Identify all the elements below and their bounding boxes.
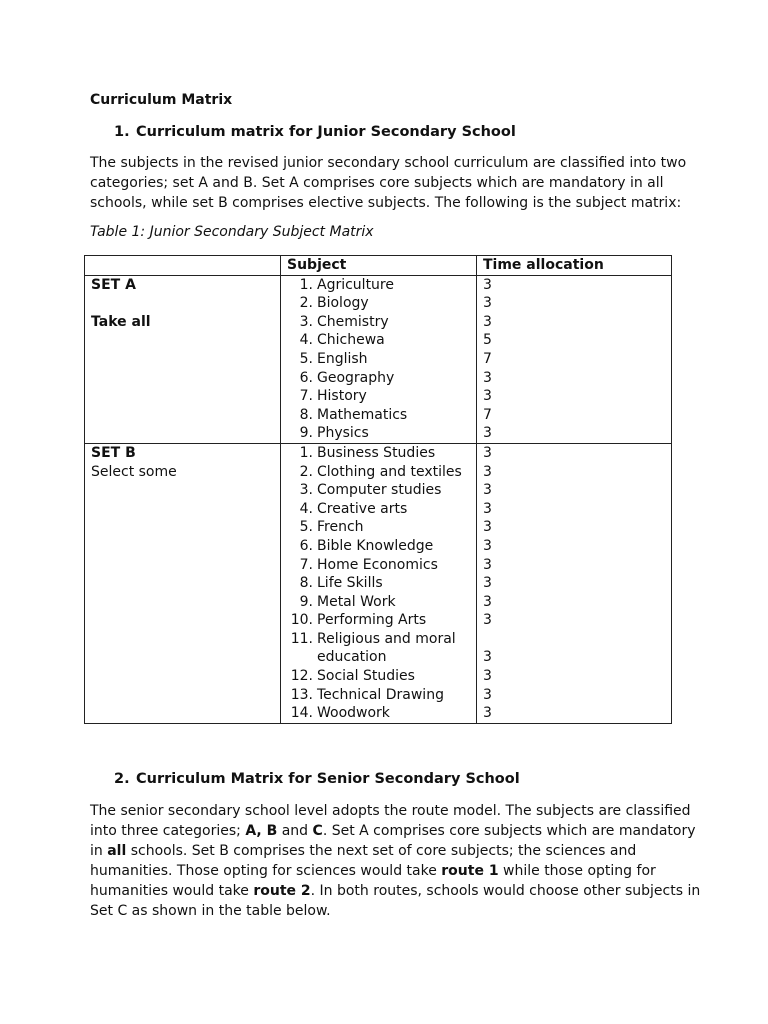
paragraph-line xyxy=(90,841,680,861)
subject-number: 6. xyxy=(299,537,313,554)
subject-number: 5. xyxy=(299,350,313,367)
time-allocation-value: 3 xyxy=(483,705,492,722)
section-1-title: Curriculum matrix for Junior Secondary School xyxy=(136,124,516,140)
subject-number: 7. xyxy=(299,388,313,405)
time-allocation-value: 3 xyxy=(483,388,492,405)
subject-name: Technical Drawing xyxy=(317,686,444,703)
text-run: into three categories; xyxy=(90,823,246,839)
text-run: The senior secondary school level adopts the route model. The subjects are classified xyxy=(90,803,691,819)
time-allocation-value: 3 xyxy=(483,313,492,330)
subject-item xyxy=(287,556,476,575)
time-allocation-value: 7 xyxy=(483,406,492,423)
subject-number: 12. xyxy=(290,668,313,685)
paragraph-line xyxy=(90,861,680,881)
subject-name: Performing Arts xyxy=(317,612,427,629)
subject-item xyxy=(287,350,476,369)
header-time-allocation: Time allocation xyxy=(477,256,672,276)
set-a-cell xyxy=(85,275,281,443)
subject-number: 10. xyxy=(290,612,313,629)
time-allocation-value: 3 xyxy=(483,500,492,517)
subject-number: 9. xyxy=(299,425,313,442)
section-2-number: 2. xyxy=(114,771,130,787)
subject-item xyxy=(287,574,476,593)
subject-item xyxy=(287,331,476,350)
table-caption: Table 1: Junior Secondary Subject Matrix xyxy=(90,224,374,240)
text-run: while those opting for xyxy=(498,863,656,879)
subject-name: Business Studies xyxy=(317,444,436,461)
subject-item xyxy=(287,537,476,556)
subject-item xyxy=(287,387,476,406)
time-allocation-value: 3 xyxy=(483,482,492,499)
section-1-number: 1. xyxy=(114,124,130,140)
time-allocation-value: 3 xyxy=(483,425,492,442)
subject-item xyxy=(287,500,476,519)
subject-item-continued xyxy=(287,648,476,667)
time-allocation-value: 3 xyxy=(483,575,492,592)
subject-item xyxy=(287,294,476,313)
paragraph-line xyxy=(90,801,691,821)
emphasis-text: route 1 xyxy=(441,863,499,879)
subject-name: Bible Knowledge xyxy=(317,537,434,554)
subject-item xyxy=(287,593,476,612)
text-run: humanities. Those opting for sciences would take xyxy=(90,863,442,879)
paragraph-line: The subjects in the revised junior secondary school curriculum are classified into two xyxy=(90,155,687,171)
subject-number: 9. xyxy=(299,593,313,610)
time-allocation-value: 3 xyxy=(483,612,492,629)
subject-item xyxy=(287,406,476,425)
paragraph-line xyxy=(90,901,680,921)
set-a-row xyxy=(85,275,672,443)
set-a-subjects xyxy=(281,275,477,443)
subject-name: Chichewa xyxy=(317,332,385,349)
set-a-label: SET A xyxy=(91,276,136,293)
text-run: humanities would take xyxy=(90,883,254,899)
text-run: . In both routes, schools would choose other subjects in xyxy=(310,883,701,899)
subject-name: Computer studies xyxy=(317,482,442,499)
subject-name: Physics xyxy=(317,425,369,442)
subject-number: 14. xyxy=(290,705,313,722)
set-b-label: SET B xyxy=(91,444,136,461)
paragraph-line xyxy=(90,821,696,841)
subject-number: 4. xyxy=(299,332,313,349)
document-title: Curriculum Matrix xyxy=(90,92,233,108)
subject-number: 4. xyxy=(299,500,313,517)
text-run: Set C as shown in the table below. xyxy=(90,903,331,919)
subject-item xyxy=(287,704,476,723)
set-b-cell xyxy=(85,443,281,723)
subject-item xyxy=(287,611,476,630)
subject-name: Mathematics xyxy=(317,406,408,423)
subject-item xyxy=(287,424,476,443)
paragraph-line xyxy=(90,881,701,901)
emphasis-text: route 2 xyxy=(253,883,311,899)
time-allocation-value: 7 xyxy=(483,350,492,367)
subject-name: Life Skills xyxy=(317,575,383,592)
time-allocation-value: 5 xyxy=(483,332,492,349)
subject-name: French xyxy=(317,519,364,536)
time-allocation-value: 3 xyxy=(483,369,492,386)
time-allocation-value: 3 xyxy=(483,686,492,703)
subject-item xyxy=(287,518,476,537)
set-a-times xyxy=(477,275,672,443)
table-header-row xyxy=(85,256,672,276)
set-b-times xyxy=(477,443,672,723)
section-2-heading xyxy=(114,771,520,787)
subject-number: 2. xyxy=(299,295,313,312)
time-allocation-value: 3 xyxy=(483,519,492,536)
subject-name: Woodwork xyxy=(317,705,390,722)
emphasis-text: C xyxy=(312,823,323,839)
header-subject: Subject xyxy=(281,256,477,276)
subject-name: Creative arts xyxy=(317,500,408,517)
text-run: schools. Set B comprises the next set of core subjects; the sciences and xyxy=(126,843,637,859)
emphasis-text: A, B xyxy=(245,823,278,839)
time-allocation-value: 3 xyxy=(483,556,492,573)
subject-number: 7. xyxy=(299,556,313,573)
set-b-instruction: Select some xyxy=(91,463,177,480)
set-a-instruction: Take all xyxy=(91,313,151,330)
time-allocation-value: 3 xyxy=(483,295,492,312)
subject-item xyxy=(287,481,476,500)
subject-number: 5. xyxy=(299,519,313,536)
section-1-heading xyxy=(114,124,516,140)
subject-name: Chemistry xyxy=(317,313,389,330)
emphasis-text: all xyxy=(107,843,127,859)
set-b-row xyxy=(85,443,672,723)
time-allocation-value: 3 xyxy=(483,593,492,610)
subject-name: Biology xyxy=(317,295,369,312)
subject-item xyxy=(287,276,476,295)
subject-name: Home Economics xyxy=(317,556,438,573)
subject-item xyxy=(287,463,476,482)
subject-name: History xyxy=(317,388,367,405)
text-run: and xyxy=(277,823,313,839)
subject-name: Clothing and textiles xyxy=(317,463,462,480)
subject-number: 13. xyxy=(290,686,313,703)
subject-name: Social Studies xyxy=(317,668,415,685)
time-allocation-value: 3 xyxy=(483,276,492,293)
header-set xyxy=(85,256,281,276)
subject-name: Metal Work xyxy=(317,593,396,610)
subject-number: 3. xyxy=(299,313,313,330)
subject-item xyxy=(287,313,476,332)
subject-item xyxy=(287,686,476,705)
time-allocation-value: 3 xyxy=(483,649,492,666)
subject-name: Agriculture xyxy=(317,276,394,293)
subject-name: English xyxy=(317,350,368,367)
paragraph-line: schools, while set B comprises elective subjects. The following is the subject matrix: xyxy=(90,195,682,211)
subject-name: Religious and moral xyxy=(317,630,456,647)
section-2-paragraph xyxy=(90,801,701,921)
subject-item xyxy=(287,667,476,686)
subject-number: 2. xyxy=(299,463,313,480)
subject-number: 1. xyxy=(299,276,313,293)
time-allocation-value: 3 xyxy=(483,463,492,480)
subject-number: 1. xyxy=(299,444,313,461)
time-allocation-value: 3 xyxy=(483,537,492,554)
subject-name: Geography xyxy=(317,369,395,386)
set-b-subjects xyxy=(281,443,477,723)
time-allocation-value: 3 xyxy=(483,444,492,461)
subject-item xyxy=(287,369,476,388)
junior-subject-matrix-table xyxy=(84,255,672,724)
subject-number: 3. xyxy=(299,482,313,499)
subject-number: 8. xyxy=(299,575,313,592)
section-1-paragraph xyxy=(90,153,687,213)
subject-item xyxy=(287,630,476,649)
subject-number: 8. xyxy=(299,406,313,423)
subject-number: 11. xyxy=(290,630,313,647)
time-allocation-value: 3 xyxy=(483,668,492,685)
subject-name-continued: education xyxy=(317,649,387,666)
subject-item xyxy=(287,444,476,463)
subject-number: 6. xyxy=(299,369,313,386)
section-2-title: Curriculum Matrix for Senior Secondary School xyxy=(136,771,520,787)
paragraph-line: categories; set A and B. Set A comprises core subjects which are mandatory in all xyxy=(90,175,664,191)
text-run: in xyxy=(90,843,108,859)
text-run: . Set A comprises core subjects which are mandatory xyxy=(322,823,696,839)
